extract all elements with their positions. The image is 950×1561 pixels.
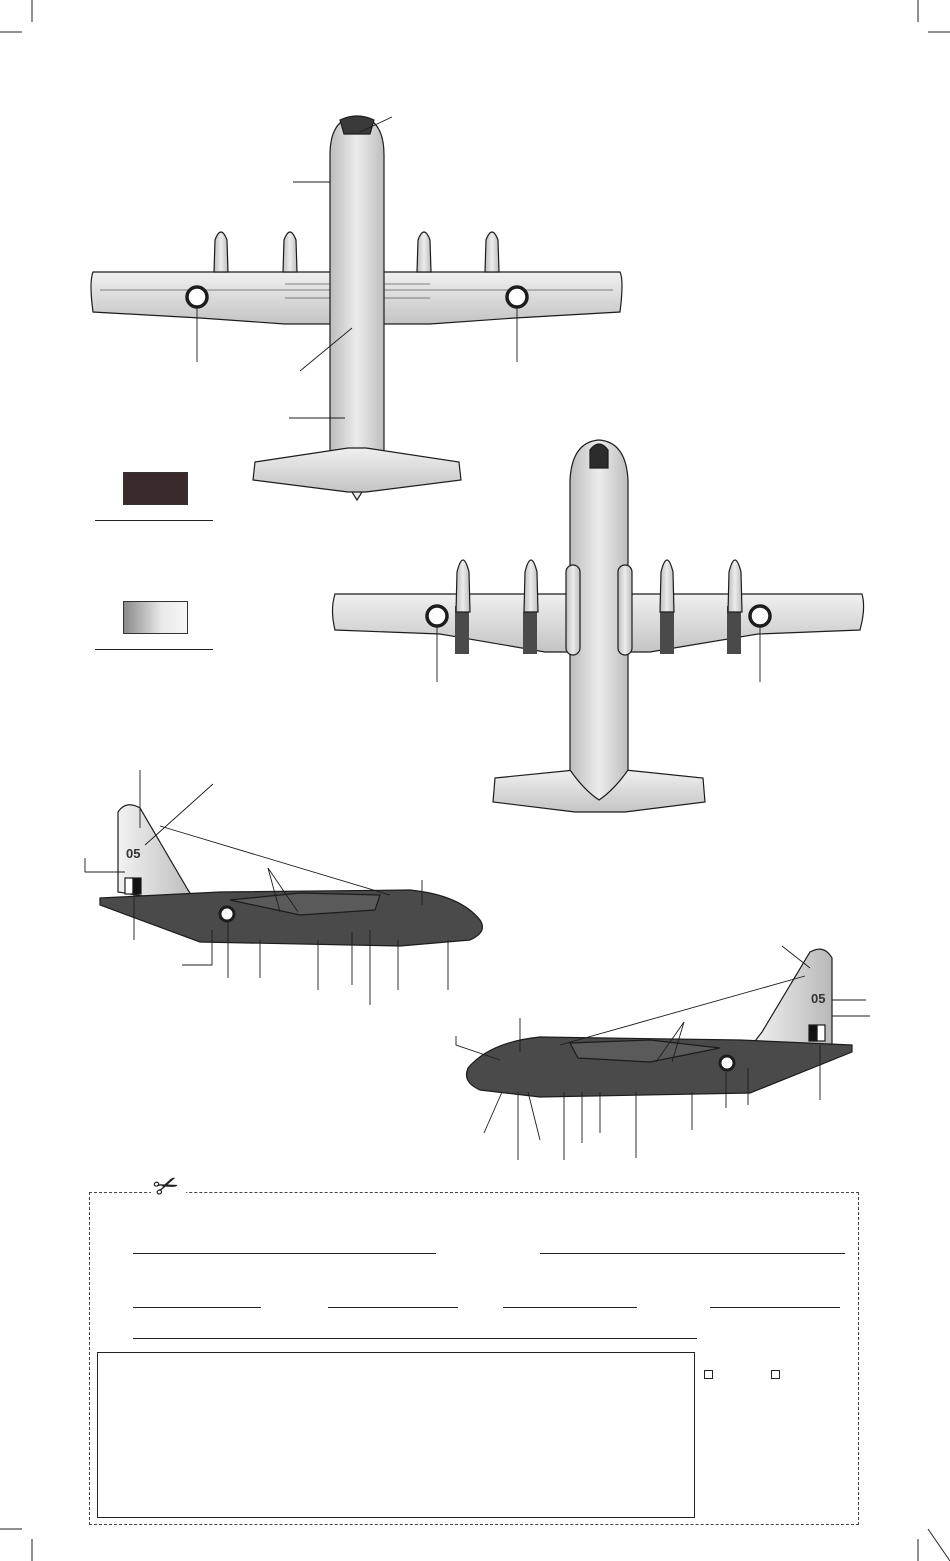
- dark-color-swatch: [123, 472, 188, 505]
- right-tail-code: 05: [811, 991, 826, 1006]
- checkbox-1[interactable]: [704, 1370, 713, 1379]
- comments-box[interactable]: [97, 1352, 695, 1518]
- address-field-line[interactable]: [133, 1338, 697, 1339]
- field-line-4[interactable]: [710, 1307, 840, 1308]
- field-line-2[interactable]: [328, 1307, 458, 1308]
- field-line-1[interactable]: [133, 1307, 261, 1308]
- field-line-3[interactable]: [503, 1307, 637, 1308]
- checkbox-2[interactable]: [771, 1370, 780, 1379]
- name-field-line[interactable]: [133, 1253, 436, 1254]
- dark-color-label-line: [95, 520, 213, 521]
- left-tail-code: 05: [126, 846, 141, 861]
- light-color-swatch: [123, 601, 188, 634]
- email-field-line[interactable]: [540, 1253, 845, 1254]
- scissors-icon: ✂: [146, 1167, 187, 1207]
- light-color-label-line: [95, 649, 213, 650]
